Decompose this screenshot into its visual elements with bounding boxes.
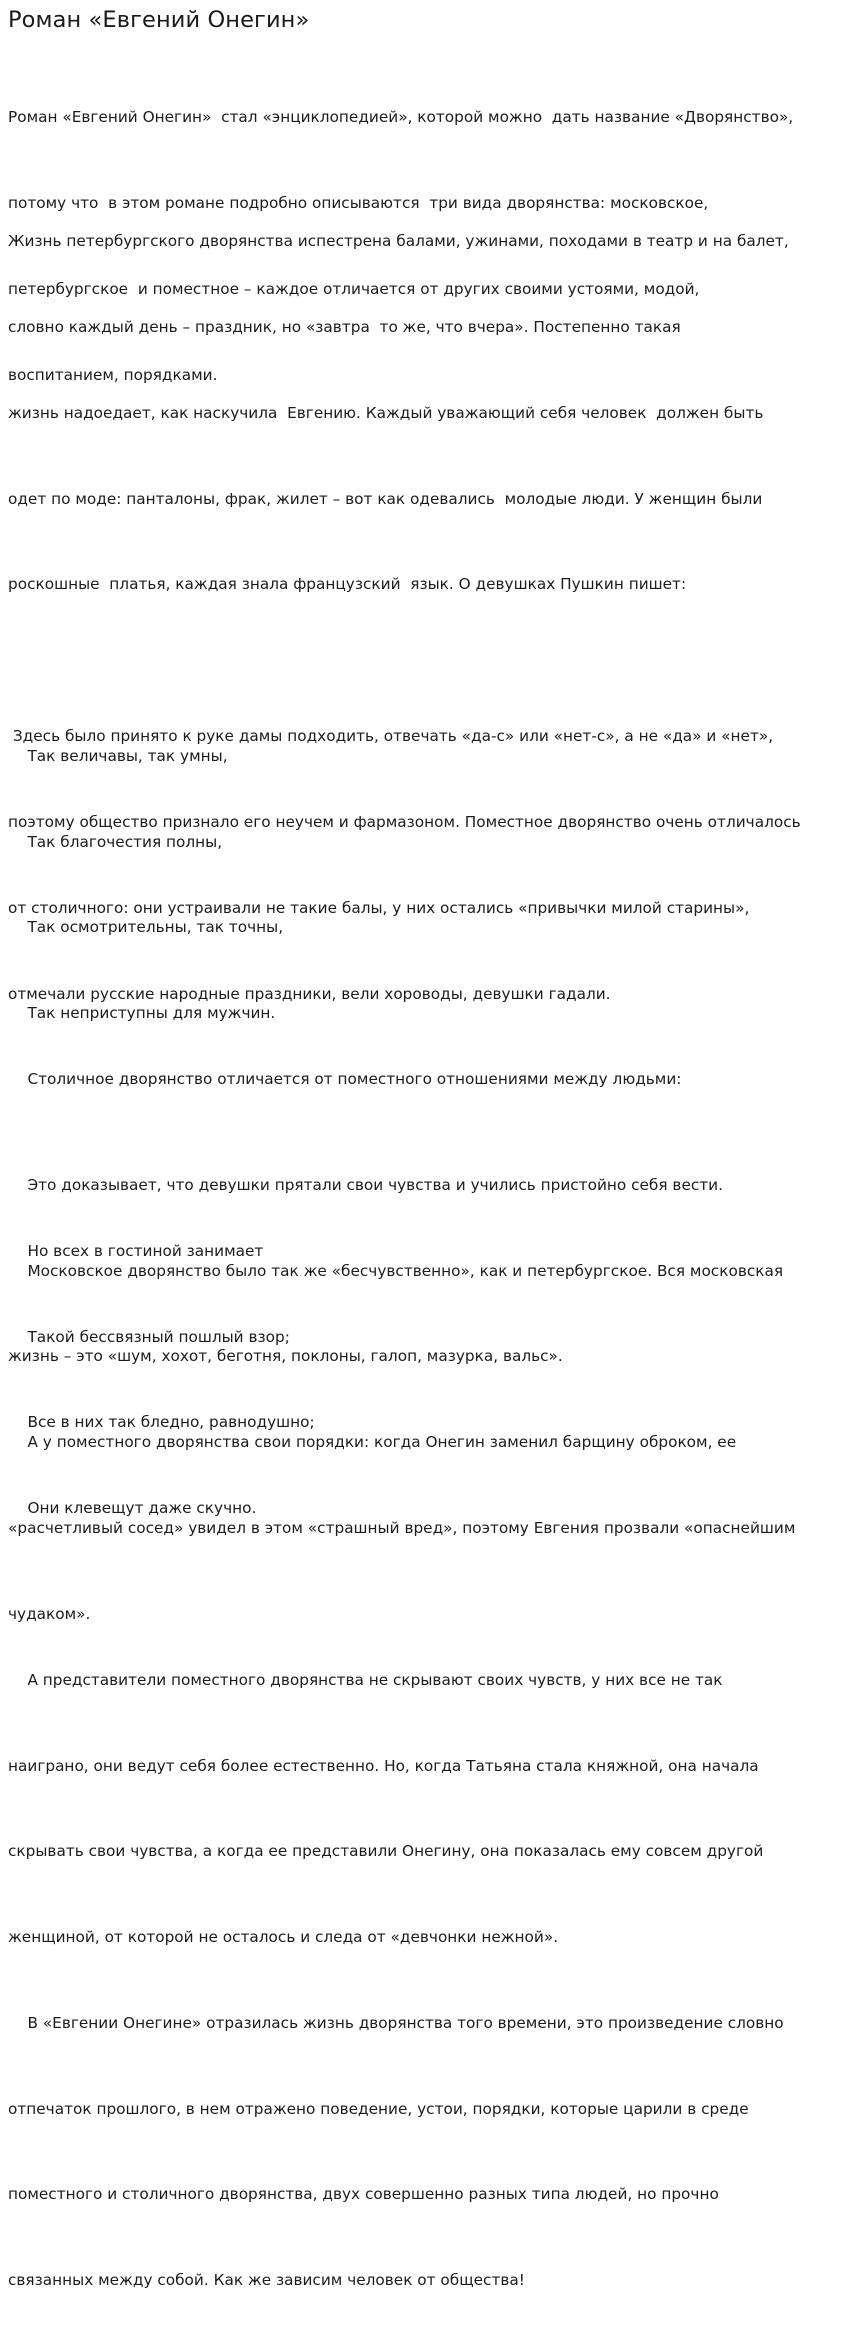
paragraph-provincial [8,665,801,2352]
poem-line: Но всех в гостиной занимает [8,1241,264,1260]
poem-line: Все в них так бледно, равнодушно; [8,1413,315,1432]
text-line: чудаком». [8,1604,91,1623]
page-title: Роман «Евгений Онегин» [8,7,310,33]
text-line: Жизнь петербургского дворянства испестрена балами, ужинами, походами в театр и на балет, [8,232,789,251]
poem-line: Так неприступны для мужчин. [8,1004,276,1023]
text-line: Роман «Евгений Онегин» стал «энциклопедией», которой можно дать название «Дворянство», [8,108,794,127]
text-line: роскошные платья, каждая знала французский язык. О девушках Пушкин пишет: [8,575,687,594]
text-line: поэтому общество признало его неучем и фармазоном. Поместное дворянство очень отличалось [8,812,801,831]
text-line: жизнь надоедает, как наскучила Евгению. Каждый уважающий себя человек должен быть [8,403,764,422]
text-line: потому что в этом романе подробно описываются три вида дворянства: московское, [8,193,709,212]
text-line: «расчетливый сосед» увидел в этом «страшный вред», поэтому Евгения прозвали «опаснейшим [8,1518,796,1537]
text-line: скрывать свои чувства, а когда ее представили Онегину, она показалась ему совсем другой [8,1842,764,1861]
text-line: поместного и столичного дворянства, двух совершенно разных типа людей, но прочно [8,2185,719,2204]
text-line: Это доказывает, что девушки прятали свои чувства и учились пристойно себя вести. [8,1175,723,1194]
blank-line [8,1151,801,1180]
blank-line [8,1580,801,1609]
text-line: женщиной, от которой не осталось и следа от «девчонки нежной». [8,1928,559,1947]
text-line: связанных между собой. Как же зависим человек от общества! [8,2271,525,2290]
poem-line: Так осмотрительны, так точны, [8,918,284,937]
text-line: А представители поместного дворянства не скрывают своих чувств, у них все не так [8,1670,723,1689]
text-line: Здесь было принято к руке дамы подходить, отвечать «да-с» или «нет-с», а не «да» и «нет», [8,727,774,746]
article [8,0,840,2290]
poem-line: Так величавы, так умны, [8,746,228,765]
text-line: петербургское и поместное – каждое отличается от других своими устоями, модой, [8,279,700,298]
poem-line: Такой бессвязный пошлый взор; [8,1327,290,1346]
poem-line: Так благочестия полны, [8,832,223,851]
text-line: жизнь – это «шум, хохот, беготня, поклоны, галоп, мазурка, вальс». [8,1347,563,1366]
text-line: словно каждый день – праздник, но «завтра то же, что вчера». Постепенно такая [8,317,681,336]
text-line: Столичное дворянство отличается от поместного отношениями между людьми: [8,1070,682,1089]
text-line: одет по моде: панталоны, фрак, жилет – вот как одевались молодые люди. У женщин были [8,489,763,508]
text-line: отпечаток прошлого, в нем отражено поведение, устои, порядки, которые царили в среде [8,2099,749,2118]
text-line: отмечали русские народные праздники, вели хороводы, девушки гадали. [8,984,611,1003]
text-line: В «Евгении Онегине» отразилась жизнь дворянства того времени, это произведение словно [8,2013,784,2032]
text-line: Московское дворянство было так же «бесчувственно», как и петербургское. Вся московская [8,1261,784,1280]
poem-line: Они клевещут даже скучно. [8,1499,257,1518]
text-line: наиграно, они ведут себя более естественно. Но, когда Татьяна стала княжной, она начала [8,1756,759,1775]
text-line: А у поместного дворянства свои порядки: когда Онегин заменил барщину оброком, ее [8,1433,737,1452]
text-line: воспитанием, порядками. [8,365,218,384]
text-line: от столичного: они устраивали не такие балы, у них остались «привычки милой старины», [8,898,750,917]
